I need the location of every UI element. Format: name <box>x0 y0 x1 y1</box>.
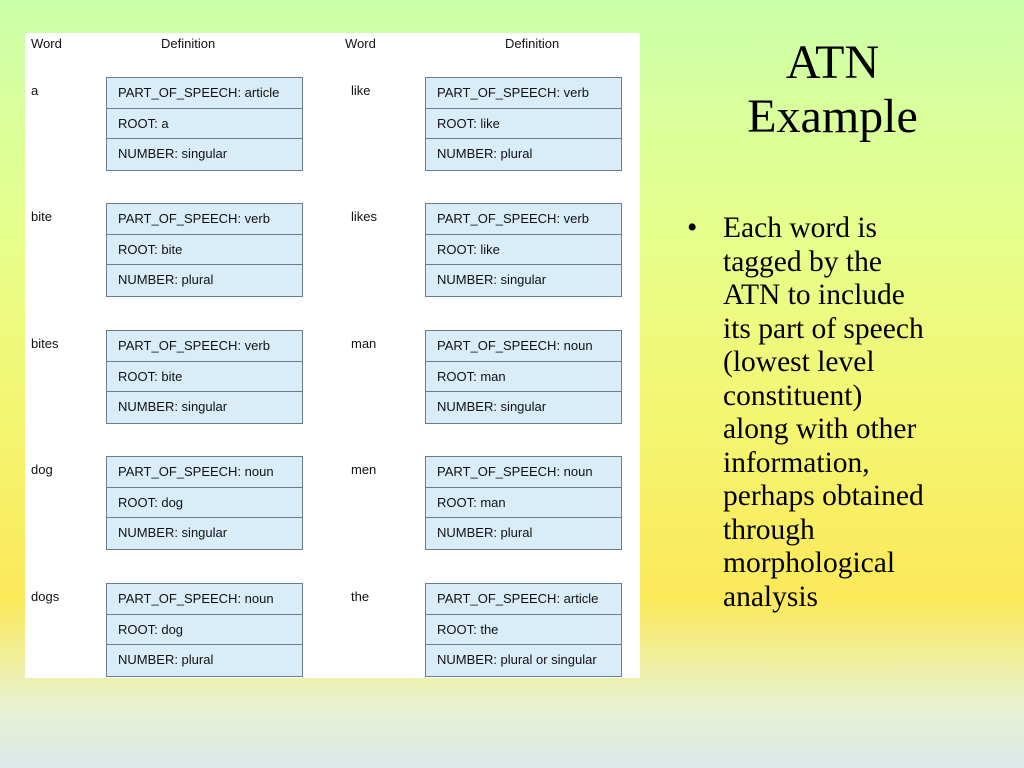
definition-part-of-speech: PART_OF_SPEECH: verb <box>426 204 621 235</box>
definition-number: NUMBER: singular <box>437 399 547 414</box>
definition-root: ROOT: dog <box>107 488 302 519</box>
definition-box <box>425 330 622 424</box>
word-definition-figure <box>25 33 640 678</box>
definition-root: ROOT: a <box>107 109 302 140</box>
definition-number: NUMBER: plural <box>437 525 533 540</box>
definition-root: ROOT: like <box>426 109 621 140</box>
bullet-line: its part of speech <box>723 312 924 345</box>
definition-number: NUMBER: plural <box>118 652 214 667</box>
bullet-line: analysis <box>723 580 819 613</box>
word-entry: likes <box>351 209 378 224</box>
definition-root: ROOT: dog <box>107 615 302 646</box>
word-header-left: Word <box>31 36 62 51</box>
definition-root: ROOT: the <box>426 615 621 646</box>
bullet-line: morphological <box>723 547 896 579</box>
bullet-line: through <box>723 513 815 546</box>
definition-box <box>106 203 303 297</box>
bullet-item <box>685 212 1005 614</box>
word-entry: man <box>351 336 377 351</box>
definition-box <box>106 583 303 677</box>
definition-part-of-speech: PART_OF_SPEECH: article <box>107 78 302 109</box>
slide-title-line-2: Example <box>747 90 918 143</box>
definition-number: NUMBER: singular <box>118 146 228 161</box>
bullet-line: (lowest level <box>723 346 875 378</box>
bullet-line: Each word is <box>723 212 878 244</box>
definition-part-of-speech: PART_OF_SPEECH: verb <box>107 331 302 362</box>
word-entry: bite <box>31 209 52 224</box>
definition-part-of-speech: PART_OF_SPEECH: article <box>426 584 621 615</box>
word-entry: bites <box>31 336 59 351</box>
bullet-line: perhaps obtained <box>723 480 924 512</box>
definition-box <box>106 77 303 171</box>
definition-number: NUMBER: plural <box>118 272 214 287</box>
bullet-line: along with other <box>723 413 917 445</box>
bullet-line: tagged by the <box>723 245 882 278</box>
word-entry: dogs <box>31 589 60 604</box>
bullet-line: information, <box>723 446 870 479</box>
word-entry: dog <box>31 462 53 477</box>
definition-box <box>106 456 303 550</box>
word-entry: men <box>351 462 377 477</box>
definition-part-of-speech: PART_OF_SPEECH: noun <box>107 584 302 615</box>
definition-root: ROOT: like <box>426 235 621 266</box>
word-entry: the <box>351 589 370 604</box>
definition-number: NUMBER: plural or singular <box>437 652 597 667</box>
definition-box <box>425 77 622 171</box>
definition-box <box>425 583 622 677</box>
bullet-dot-icon: • <box>687 212 698 244</box>
definition-number: NUMBER: singular <box>118 525 228 540</box>
definition-header-left: Definition <box>161 36 216 51</box>
definition-part-of-speech: PART_OF_SPEECH: noun <box>426 331 621 362</box>
definition-root: ROOT: man <box>426 362 621 393</box>
definition-part-of-speech: PART_OF_SPEECH: verb <box>107 204 302 235</box>
slide-title-line-1: ATN <box>785 36 880 89</box>
word-entry: a <box>31 83 39 98</box>
bullet-list <box>685 212 1005 614</box>
definition-box <box>106 330 303 424</box>
bullet-line: ATN to include <box>723 279 905 311</box>
definition-root: ROOT: bite <box>107 235 302 266</box>
definition-part-of-speech: PART_OF_SPEECH: noun <box>107 457 302 488</box>
definition-part-of-speech: PART_OF_SPEECH: noun <box>426 457 621 488</box>
definition-number: NUMBER: singular <box>118 399 228 414</box>
definition-root: ROOT: man <box>426 488 621 519</box>
definition-box <box>425 456 622 550</box>
definition-box <box>425 203 622 297</box>
definition-number: NUMBER: singular <box>437 272 547 287</box>
definition-number: NUMBER: plural <box>437 146 533 161</box>
definition-header-right: Definition <box>505 36 560 51</box>
word-entry: like <box>351 83 371 98</box>
definition-part-of-speech: PART_OF_SPEECH: verb <box>426 78 621 109</box>
slide-title <box>665 36 1000 144</box>
bullet-line: constituent) <box>723 379 863 412</box>
word-header-right: Word <box>345 36 376 51</box>
definition-root: ROOT: bite <box>107 362 302 393</box>
